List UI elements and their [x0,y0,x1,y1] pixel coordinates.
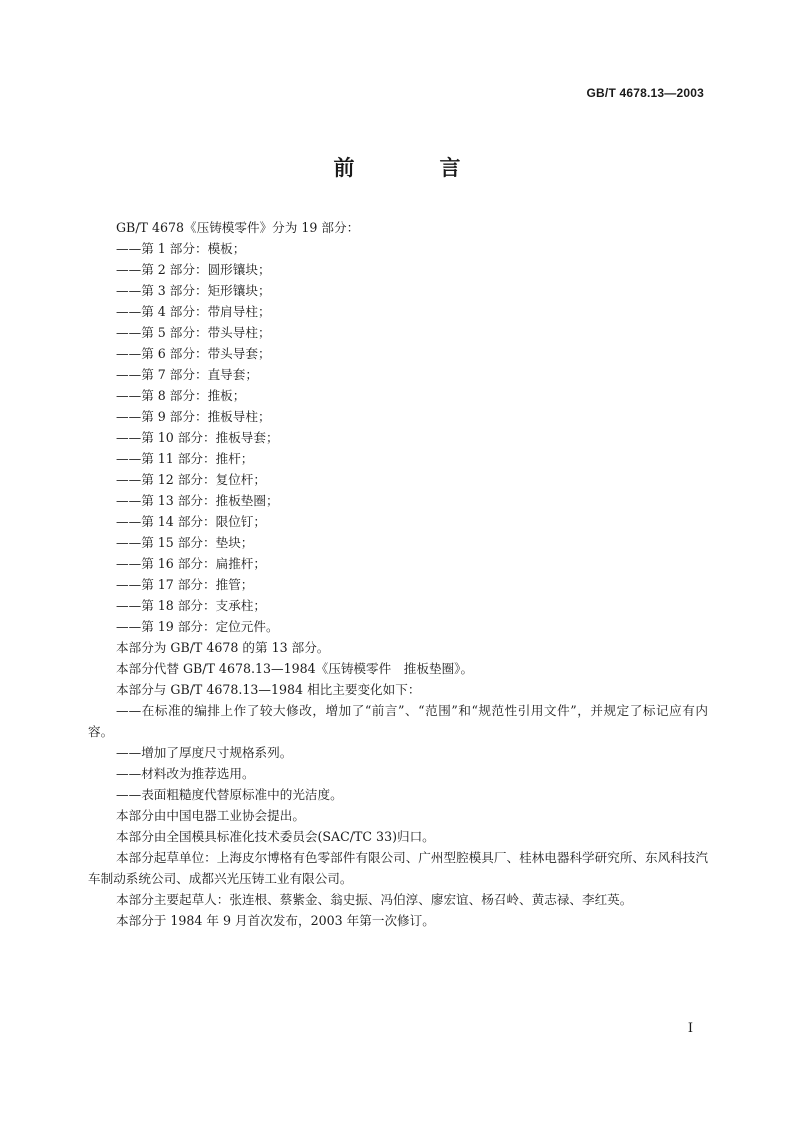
part-list-item: ——第 1 部分：模板； [116,241,246,256]
part-statement: 本部分为 GB/T 4678 的第 13 部分。 [116,640,330,655]
page-title: 前 言 [333,156,493,180]
part-list-item: ——第 7 部分：直导套； [116,367,258,382]
part-list-item: ——第 4 部分：带肩导柱； [116,304,271,319]
part-list-item: ——第 18 部分：支承柱； [116,598,266,613]
part-list-item: ——第 19 部分：定位元件。 [116,619,279,634]
part-list-item: ——第 6 部分：带头导套； [116,346,271,361]
intro-paragraph: GB/T 4678《压铸模零件》分为 19 部分： [116,220,360,235]
foreword-body [88,217,708,931]
part-list-item: ——第 11 部分：推杆； [116,451,254,466]
change-list-item: ——增加了厚度尺寸规格系列。 [116,745,293,760]
change-list-item: ——表面粗糙度代替原标准中的光洁度。 [116,787,343,802]
part-list-item: ——第 5 部分：带头导柱； [116,325,271,340]
part-list-item: ——第 15 部分：垫块； [116,535,254,550]
part-list-item: ——第 3 部分：矩形镶块； [116,283,271,298]
part-list-item: ——第 2 部分：圆形镶块； [116,262,271,277]
publication-history: 本部分于 1984 年 9 月首次发布，2003 年第一次修订。 [116,913,435,928]
part-list-item: ——第 16 部分：扁推杆； [116,556,266,571]
page-number: I [687,1021,693,1036]
drafting-units: 本部分起草单位：上海皮尔博格有色零部件有限公司、广州型腔模具厂、桂林电器科学研究所、东风科技汽车制动系统公司、成都兴光压铸工业有限公司。 [88,850,708,886]
proposed-by: 本部分由中国电器工业协会提出。 [116,808,305,823]
replaces-statement: 本部分代替 GB/T 4678.13—1984《压铸模零件 推板垫圈》。 [116,661,474,676]
part-list-item: ——第 9 部分：推板导柱； [116,409,271,424]
part-list-item: ——第 14 部分：限位钉； [116,514,266,529]
part-list-item: ——第 12 部分：复位杆； [116,472,266,487]
change-list-item: ——在标准的编排上作了较大修改，增加了“前言”、“范围”和“规范性引用文件”，并规定了标记应有内容。 [88,703,708,739]
drafters: 本部分主要起草人：张连根、蔡紫金、翁史振、冯伯淳、廖宏谊、杨召岭、黄志禄、李红英。 [116,892,633,907]
part-list-item: ——第 13 部分：推板垫圈； [116,493,279,508]
change-list-item: ——材料改为推荐选用。 [116,766,255,781]
centralized-by: 本部分由全国模具标准化技术委员会(SAC/TC 33)归口。 [116,829,435,844]
part-list-item: ——第 8 部分：推板； [116,388,246,403]
part-list-item: ——第 10 部分：推板导套； [116,430,279,445]
changes-intro: 本部分与 GB/T 4678.13—1984 相比主要变化如下： [116,682,421,697]
part-list-item: ——第 17 部分：推管； [116,577,254,592]
standard-number: GB/T 4678.13—2003 [586,86,704,100]
